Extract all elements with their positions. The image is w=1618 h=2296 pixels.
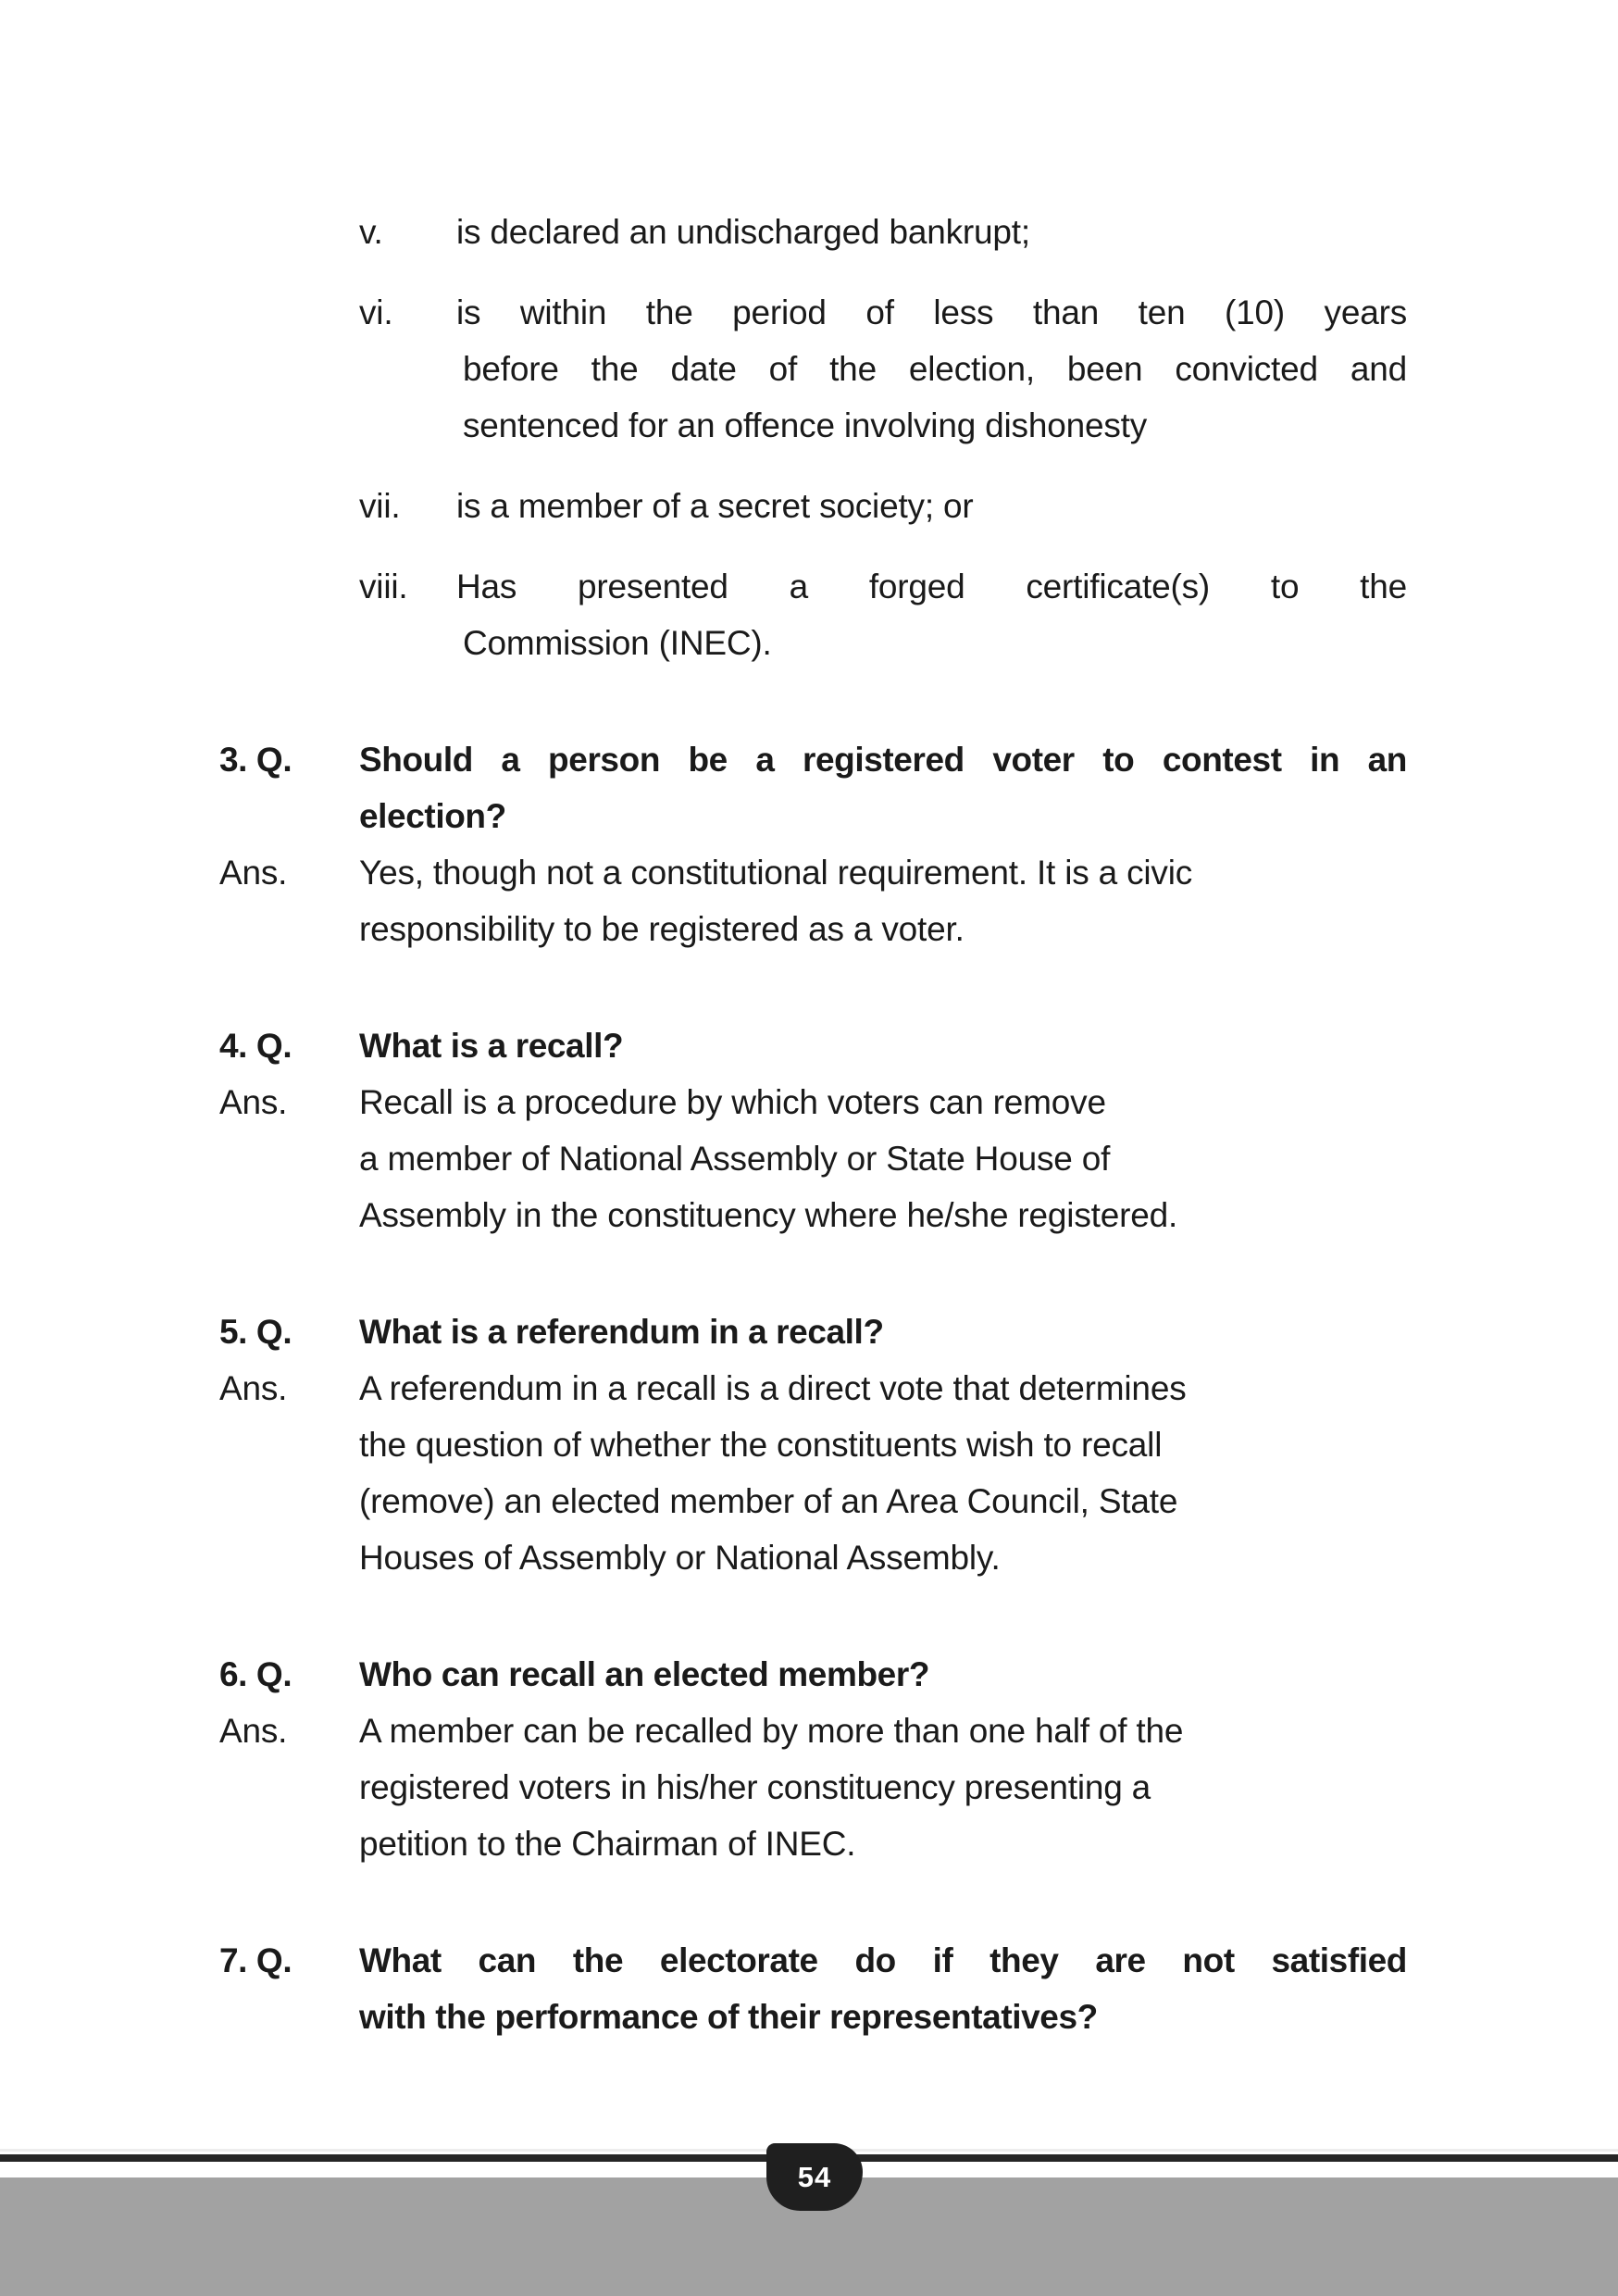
question-row [219, 731, 1407, 844]
qa-block [219, 1017, 1407, 1243]
answer-label: Ans. [219, 1083, 288, 1121]
answer-line: (remove) an elected member of an Area Council, State [359, 1482, 1178, 1520]
question-number-label: 6. Q. [219, 1655, 292, 1693]
answer-line: Assembly in the constituency where he/she registered. [359, 1196, 1178, 1234]
page-number-badge [766, 2143, 863, 2211]
answer-row [219, 844, 1407, 957]
question-line: with the performance of their representatives? [359, 1998, 1098, 2036]
answer-label: Ans. [219, 1369, 288, 1407]
list-item-text-line: Commission (INEC). [463, 624, 772, 662]
answer-row [219, 1074, 1407, 1243]
qa-block [219, 731, 1407, 957]
list-item-text-line: is a member of a secret society; or [456, 487, 974, 525]
answer-line: a member of National Assembly or State House of [359, 1140, 1111, 1178]
answer-line: Yes, though not a constitutional requirement. It is a civic [359, 854, 1193, 892]
question-line: What can the electorate do if they are not satisfied [359, 1941, 1407, 1979]
answer-line: A referendum in a recall is a direct vote that determines [359, 1369, 1187, 1407]
answer-line: the question of whether the constituents wish to recall [359, 1426, 1163, 1464]
question-row [219, 1304, 1407, 1360]
page-number: 54 [797, 2160, 832, 2193]
question-line: Who can recall an elected member? [359, 1655, 930, 1693]
answer-label: Ans. [219, 1712, 288, 1750]
question-line: Should a person be a registered voter to contest in an [359, 741, 1407, 779]
answer-line: A member can be recalled by more than one half of the [359, 1712, 1184, 1750]
list-item-marker: vi. [359, 293, 393, 331]
list-item-marker: vii. [359, 487, 401, 525]
question-row [219, 1932, 1407, 2045]
answer-row [219, 1703, 1407, 1872]
answer-line: petition to the Chairman of INEC. [359, 1825, 856, 1863]
question-row [219, 1646, 1407, 1703]
list-item-text-line: is within the period of less than ten (10) years [456, 293, 1407, 331]
answer-line: Recall is a procedure by which voters can remove [359, 1083, 1106, 1121]
list-item-marker: v. [359, 213, 383, 251]
list-item-text-line: sentenced for an offence involving dishonesty [463, 406, 1148, 444]
qa-block [219, 1932, 1407, 2045]
list-item-text-line: is declared an undischarged bankrupt; [456, 213, 1030, 251]
question-line: election? [359, 797, 506, 835]
qa-block [219, 1304, 1407, 1586]
question-line: What is a referendum in a recall? [359, 1313, 884, 1351]
question-number-label: 4. Q. [219, 1027, 292, 1065]
list-item-marker: viii. [359, 568, 408, 605]
answer-line: registered voters in his/her constituency presenting a [359, 1768, 1151, 1806]
list-item [359, 284, 1407, 454]
answer-line: responsibility to be registered as a voter. [359, 910, 965, 948]
list-item [359, 204, 1407, 260]
question-line: What is a recall? [359, 1027, 624, 1065]
roman-numbered-list [219, 204, 1407, 671]
answer-label: Ans. [219, 854, 288, 892]
question-number-label: 7. Q. [219, 1941, 292, 1979]
qa-block [219, 1646, 1407, 1872]
answer-row [219, 1360, 1407, 1586]
list-item [359, 478, 1407, 534]
answer-line: Houses of Assembly or National Assembly. [359, 1539, 1001, 1577]
question-number-label: 5. Q. [219, 1313, 292, 1351]
list-item-text-line: Has presented a forged certificate(s) to the [456, 568, 1407, 605]
question-number-label: 3. Q. [219, 741, 292, 779]
list-item [359, 558, 1407, 671]
list-item-text-line: before the date of the election, been convicted and [463, 350, 1407, 388]
question-row [219, 1017, 1407, 1074]
